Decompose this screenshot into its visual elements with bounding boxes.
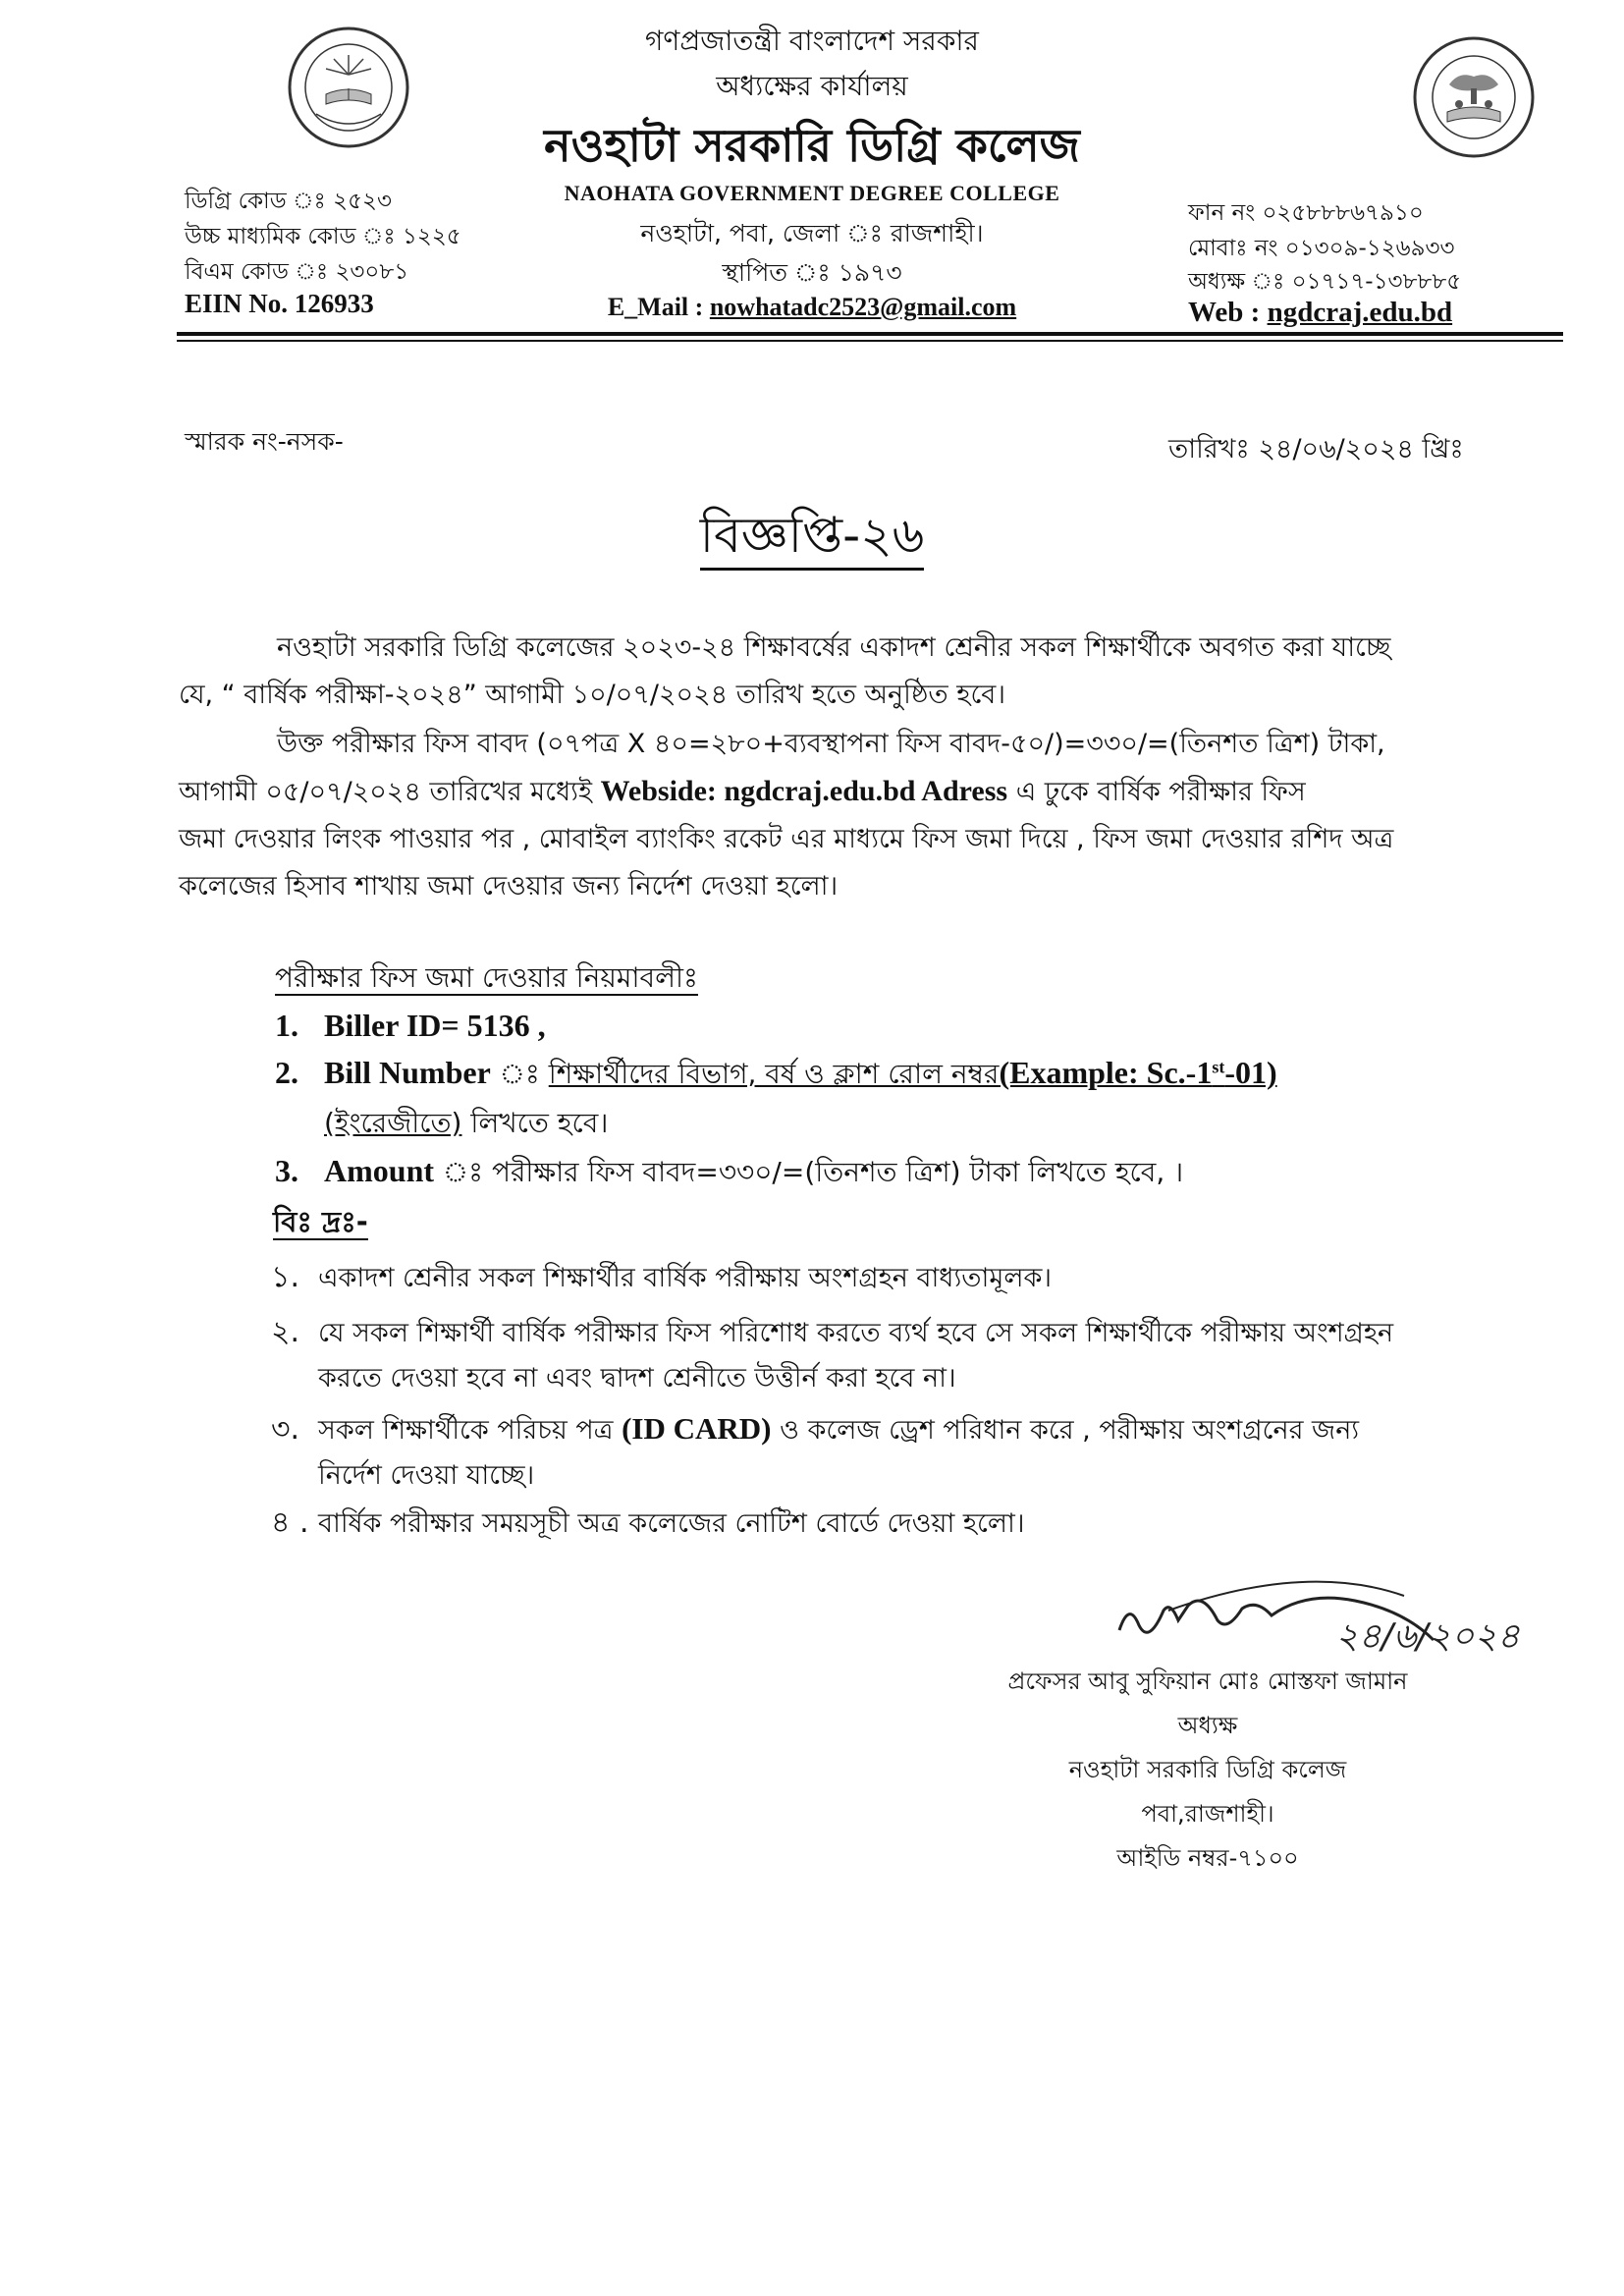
bill-number-format: শিক্ষার্থীদের বিভাগ, বর্ষ ও ক্লাশ রোল নম্বর(Example: Sc.-1st-01) <box>548 1055 1277 1090</box>
paragraph-2-line-3: জমা দেওয়ার লিংক পাওয়ার পর , মোবাইল ব্যাংকিং রকেট এর মাধ্যমে ফিস জমা দিয়ে , ফিস জমা দেওয়ার রশিদ অত্র <box>179 824 1394 854</box>
college-name-english: NAOHATA GOVERNMENT DEGREE COLLEGE <box>564 181 1060 205</box>
signatory-designation: অধ্যক্ষ <box>1177 1712 1238 1739</box>
header-divider <box>177 332 1563 336</box>
office-heading: অধ্যক্ষের কার্যালয় <box>716 70 908 102</box>
fee-rules-heading: পরীক্ষার ফিস জমা দেওয়ার নিয়মাবলীঃ <box>275 961 698 994</box>
college-name-bangla: নওহাটা সরকারি ডিগ্রি কলেজ <box>544 119 1080 172</box>
paragraph-1-line-2: যে, “ বার্ষিক পরীক্ষা-২০২৪” আগামী ১০/০৭/২০২৪ তারিখ হতে অনুষ্ঠিত হবে। <box>179 680 1005 710</box>
established-year: স্থাপিত ঃ ১৯৭৩ <box>722 258 902 287</box>
signatory-name: প্রফেসর আবু সুফিয়ান মোঃ মোস্তফা জামান <box>1007 1667 1408 1695</box>
email-label: E_Mail : <box>607 293 710 321</box>
mobile-number: মোবাঃ নং ০১৩০৯-১২৬৯৩৩ <box>1188 236 1455 261</box>
website-label: Web : <box>1188 297 1268 328</box>
degree-code: ডিগ্রি কোড ঃ ২৫২৩ <box>185 189 392 214</box>
signatory-id: আইডি নম্বর-৭১০০ <box>1116 1844 1299 1872</box>
paragraph-1 <box>179 625 1561 719</box>
signatory-college: নওহাটা সরকারি ডিগ্রি কলেজ <box>1068 1756 1347 1783</box>
nb-item: ২. যে সকল শিক্ষার্থী বার্ষিক পরীক্ষার ফিস পরিশোধ করতে ব্যর্থ হবে সে সকল শিক্ষার্থীকে পরীক্ষায় অংশগ্রহন করতে দেওয়া হবে না এবং দ্বাদশ শ্রেনীতে উত্তীর্ন করা হবে না। <box>271 1315 1394 1394</box>
nb-heading: বিঃ দ্রঃ- <box>273 1205 368 1238</box>
paragraph-2 <box>179 721 1561 910</box>
rule-item-continuation: (ইংরেজীতে) লিখতে হবে। <box>324 1107 609 1139</box>
signature-date: ২৪/৬/২০২৪ <box>1335 1616 1521 1657</box>
email-link[interactable]: nowhatadc2523@gmail.com <box>709 293 1017 321</box>
header-divider-thin <box>177 340 1563 342</box>
website-link[interactable]: ngdcraj.edu.bd <box>1267 297 1453 328</box>
nb-item: ৪ . বার্ষিক পরীক্ষার সময়সূচী অত্র কলেজের নোটিশ বোর্ডে দেওয়া হলো। <box>271 1505 1025 1540</box>
website-line <box>1188 297 1452 329</box>
eiin-number: EIIN No. 126933 <box>185 289 374 318</box>
paragraph-2-line-1: উক্ত পরীক্ষার ফিস বাবদ (০৭পত্র X ৪০=২৮০+ব্যবস্থাপনা ফিস বাবদ-৫০/)=৩৩০/=(তিনশত ত্রিশ) টাকা, <box>277 729 1385 759</box>
signatory-block <box>913 1660 1502 1881</box>
college-address: নওহাটা, পবা, জেলা ঃ রাজশাহী। <box>640 219 984 247</box>
rule-item: 1. Biller ID= 5136 , <box>275 1008 546 1043</box>
government-heading: গণপ্রজাতন্ত্রী বাংলাদেশ সরকার <box>645 25 979 57</box>
bm-code: বিএম কোড ঃ ২৩০৮১ <box>185 259 409 285</box>
rule-item: 2. Bill Number ঃ শিক্ষার্থীদের বিভাগ, বর্ষ ও ক্লাশ রোল নম্বর(Example: Sc.-1st-01) <box>275 1055 1277 1090</box>
nb-item: ১. একাদশ শ্রেনীর সকল শিক্ষার্থীর বার্ষিক পরীক্ষায় অংশগ্রহন বাধ্যতামূলক। <box>271 1260 1053 1294</box>
notice-title: বিজ্ঞপ্তি-২৬ <box>0 499 1624 580</box>
rule-item: 3. Amount ঃ পরীক্ষার ফিস বাবদ=৩৩০/=(তিনশত ত্রিশ) টাকা লিখতে হবে, । <box>275 1153 1184 1188</box>
signatory-place: পবা,রাজশাহী। <box>1141 1800 1274 1828</box>
paragraph-2-line-4: কলেজের হিসাব শাখায় জমা দেওয়ার জন্য নির্দেশ দেওয়া হলো। <box>179 871 839 902</box>
phone-number: ফান নং ০২৫৮৮৮৬৭৯১০ <box>1188 200 1424 226</box>
paragraph-2-line-2: আগামী ০৫/০৭/২০২৪ তারিখের মধ্যেই Webside: ngdcraj.edu.bd Adress এ ঢুকে বার্ষিক পরীক্ষার ফিস <box>179 775 1306 807</box>
notice-date: তারিখঃ ২৪/০৬/২০২৪ খ্রিঃ <box>1168 434 1464 465</box>
paragraph-1-line-1: নওহাটা সরকারি ডিগ্রি কলেজের ২০২৩-২৪ শিক্ষাবর্ষের একাদশ শ্রেনীর সকল শিক্ষার্থীকে অবগত করা যাচ্ছে <box>277 632 1391 663</box>
hsc-code: উচ্চ মাধ্যমিক কোড ঃ ১২২৫ <box>185 224 461 249</box>
website-address: Webside: ngdcraj.edu.bd Adress <box>600 775 1008 807</box>
memo-number: স্মারক নং-নসক- <box>185 427 344 456</box>
principal-number: অধ্যক্ষ ঃ ০১৭১৭-১৩৮৮৮৫ <box>1188 269 1462 295</box>
nb-item: ৩. সকল শিক্ষার্থীকে পরিচয় পত্র (ID CARD) ও কলেজ ড্রেশ পরিধান করে , পরীক্ষায় অংশগ্রনের জন্য নির্দেশ দেওয়া যাচ্ছে। <box>271 1411 1360 1491</box>
